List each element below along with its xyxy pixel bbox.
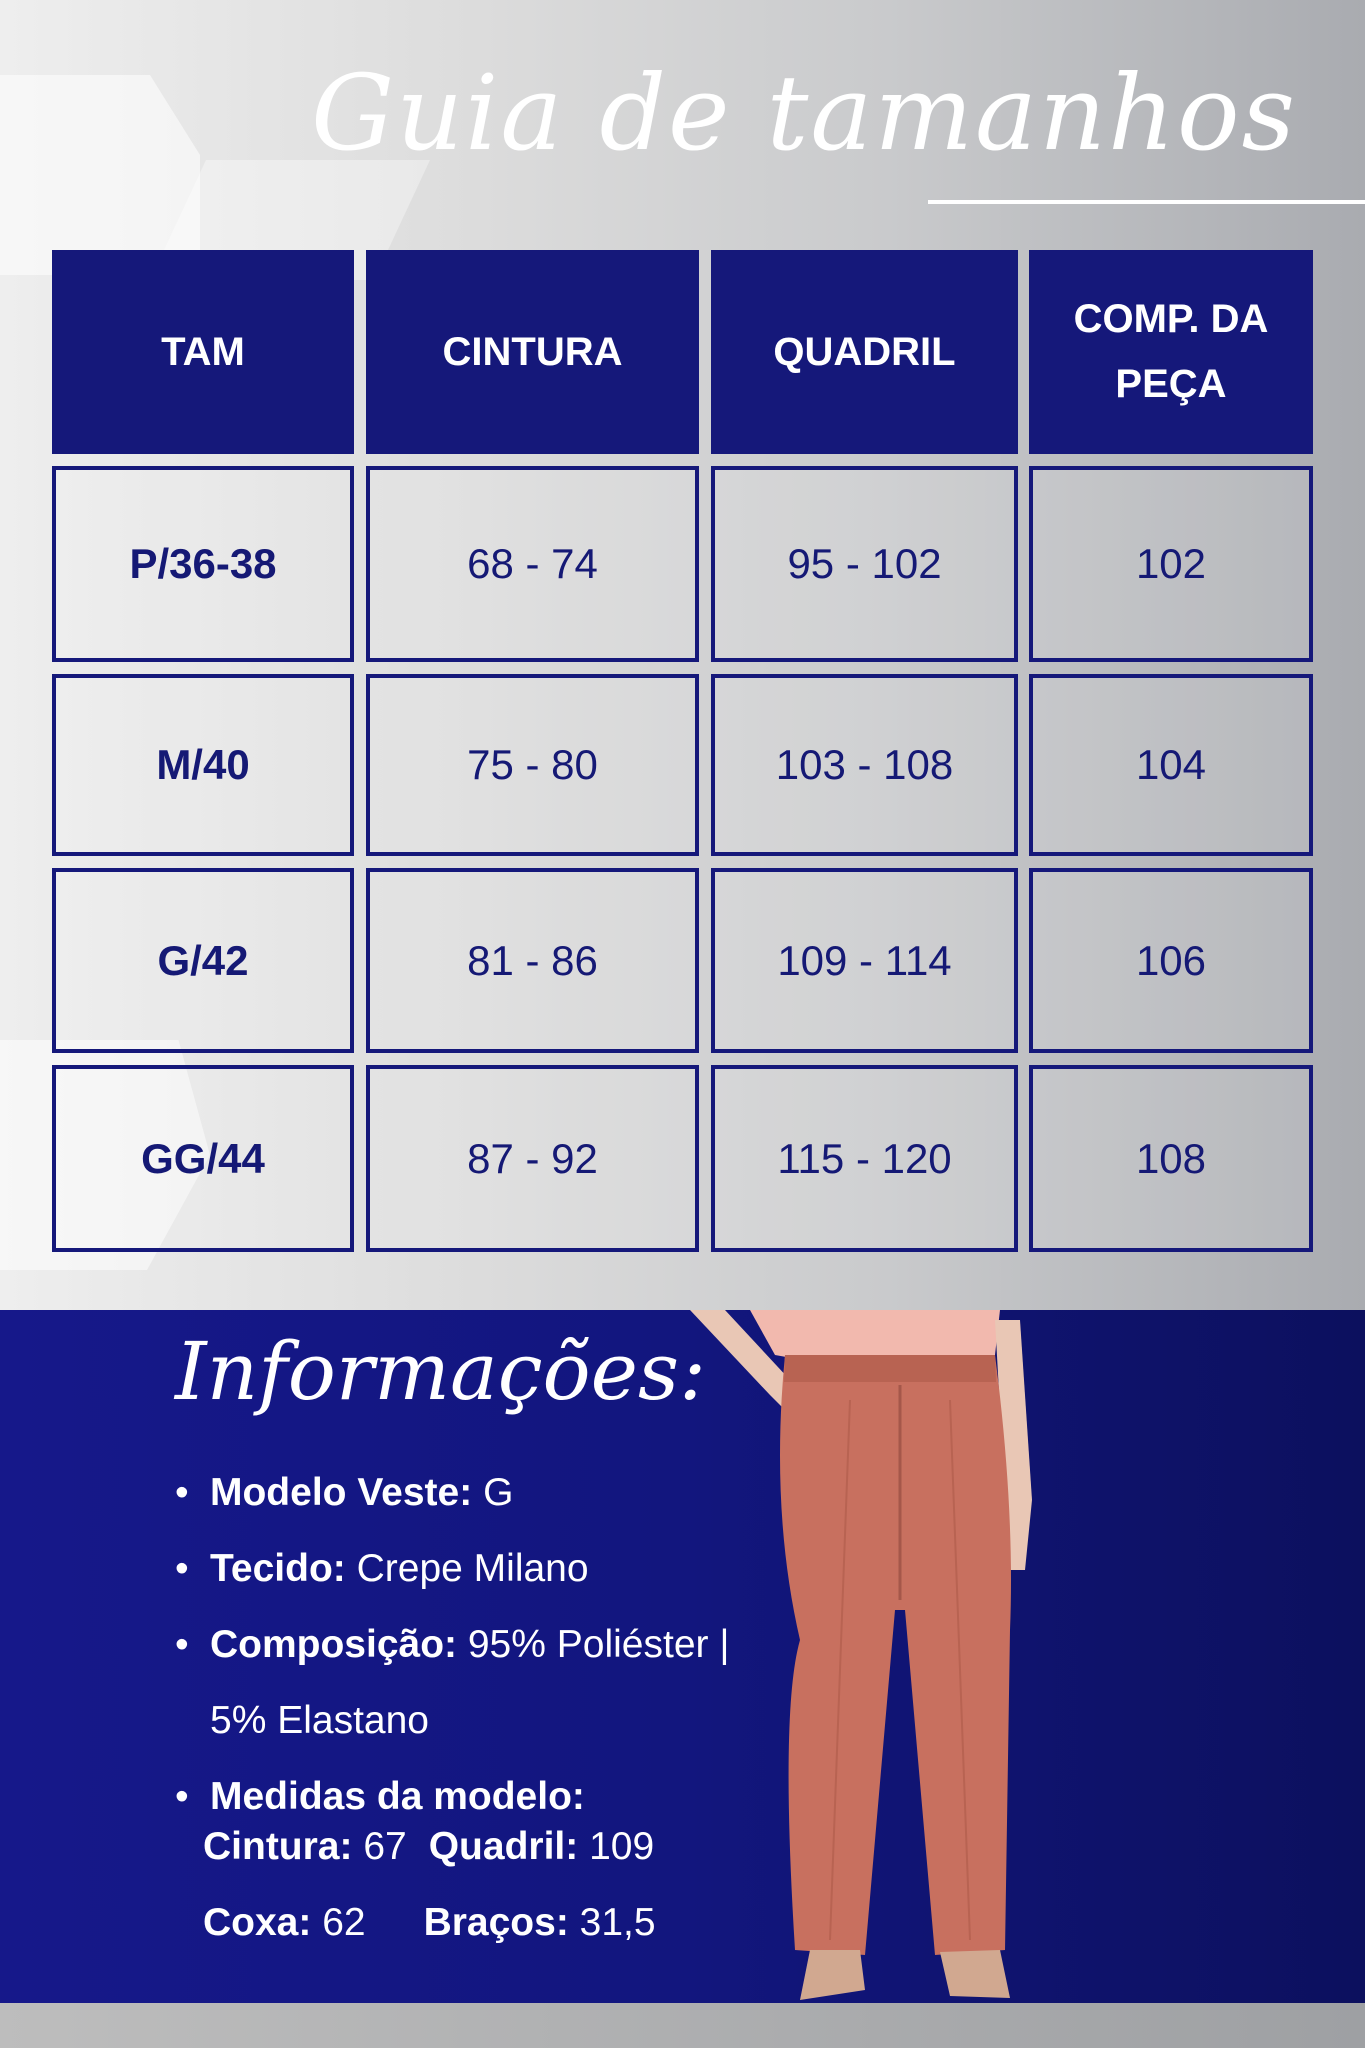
size-cell: M/40 xyxy=(52,674,354,856)
bottom-strip xyxy=(0,2003,1365,2048)
tecido-value: Crepe Milano xyxy=(345,1547,589,1590)
comp-cell: 106 xyxy=(1029,868,1313,1053)
comp-cell: 102 xyxy=(1029,466,1313,662)
medidas-label: Medidas da modelo: xyxy=(210,1775,585,1818)
header-quadril: QUADRIL xyxy=(711,250,1018,454)
comp-cell: 104 xyxy=(1029,674,1313,856)
quadril-label: Quadril: xyxy=(428,1825,579,1868)
info-title: Informações: xyxy=(175,1325,707,1418)
title-underline xyxy=(928,200,1365,204)
list-item xyxy=(175,1759,729,1835)
list-item xyxy=(175,1531,729,1607)
bracos-label: Braços: xyxy=(423,1901,569,1944)
coxa-label: Coxa: xyxy=(203,1901,312,1944)
list-item xyxy=(175,1607,729,1683)
composicao-value: 95% Poliéster | xyxy=(457,1623,730,1666)
list-item-continuation xyxy=(175,1683,729,1759)
page-title: Guia de tamanhos xyxy=(311,52,1297,174)
quadril-cell: 103 - 108 xyxy=(711,674,1018,856)
modelo-veste-label: Modelo Veste: xyxy=(210,1471,473,1514)
model-measurements-row xyxy=(203,1901,656,1945)
bracos-value: 31,5 xyxy=(568,1901,656,1944)
quadril-cell: 115 - 120 xyxy=(711,1065,1018,1252)
cintura-cell: 75 - 80 xyxy=(366,674,699,856)
size-cell: GG/44 xyxy=(52,1065,354,1252)
list-item xyxy=(175,1455,729,1531)
cintura-cell: 68 - 74 xyxy=(366,466,699,662)
header-tam: TAM xyxy=(52,250,354,454)
composicao-value-2: 5% Elastano xyxy=(210,1699,429,1742)
size-cell: G/42 xyxy=(52,868,354,1053)
cintura-label: Cintura: xyxy=(203,1825,353,1868)
cintura-value: 67 xyxy=(352,1825,407,1868)
quadril-cell: 95 - 102 xyxy=(711,466,1018,662)
info-list xyxy=(175,1455,729,1835)
model-photo xyxy=(680,1310,1080,2003)
model-measurements-row xyxy=(203,1825,654,1869)
tecido-label: Tecido: xyxy=(210,1547,346,1590)
modelo-veste-value: G xyxy=(472,1471,514,1514)
size-cell: P/36-38 xyxy=(52,466,354,662)
cintura-cell: 81 - 86 xyxy=(366,868,699,1053)
comp-cell: 108 xyxy=(1029,1065,1313,1252)
cintura-cell: 87 - 92 xyxy=(366,1065,699,1252)
quadril-value: 109 xyxy=(578,1825,655,1868)
composicao-label: Composição: xyxy=(210,1623,458,1666)
coxa-value: 62 xyxy=(311,1901,366,1944)
quadril-cell: 109 - 114 xyxy=(711,868,1018,1053)
header-cintura: CINTURA xyxy=(366,250,699,454)
header-comp-da-peca: COMP. DA PEÇA xyxy=(1029,250,1313,454)
